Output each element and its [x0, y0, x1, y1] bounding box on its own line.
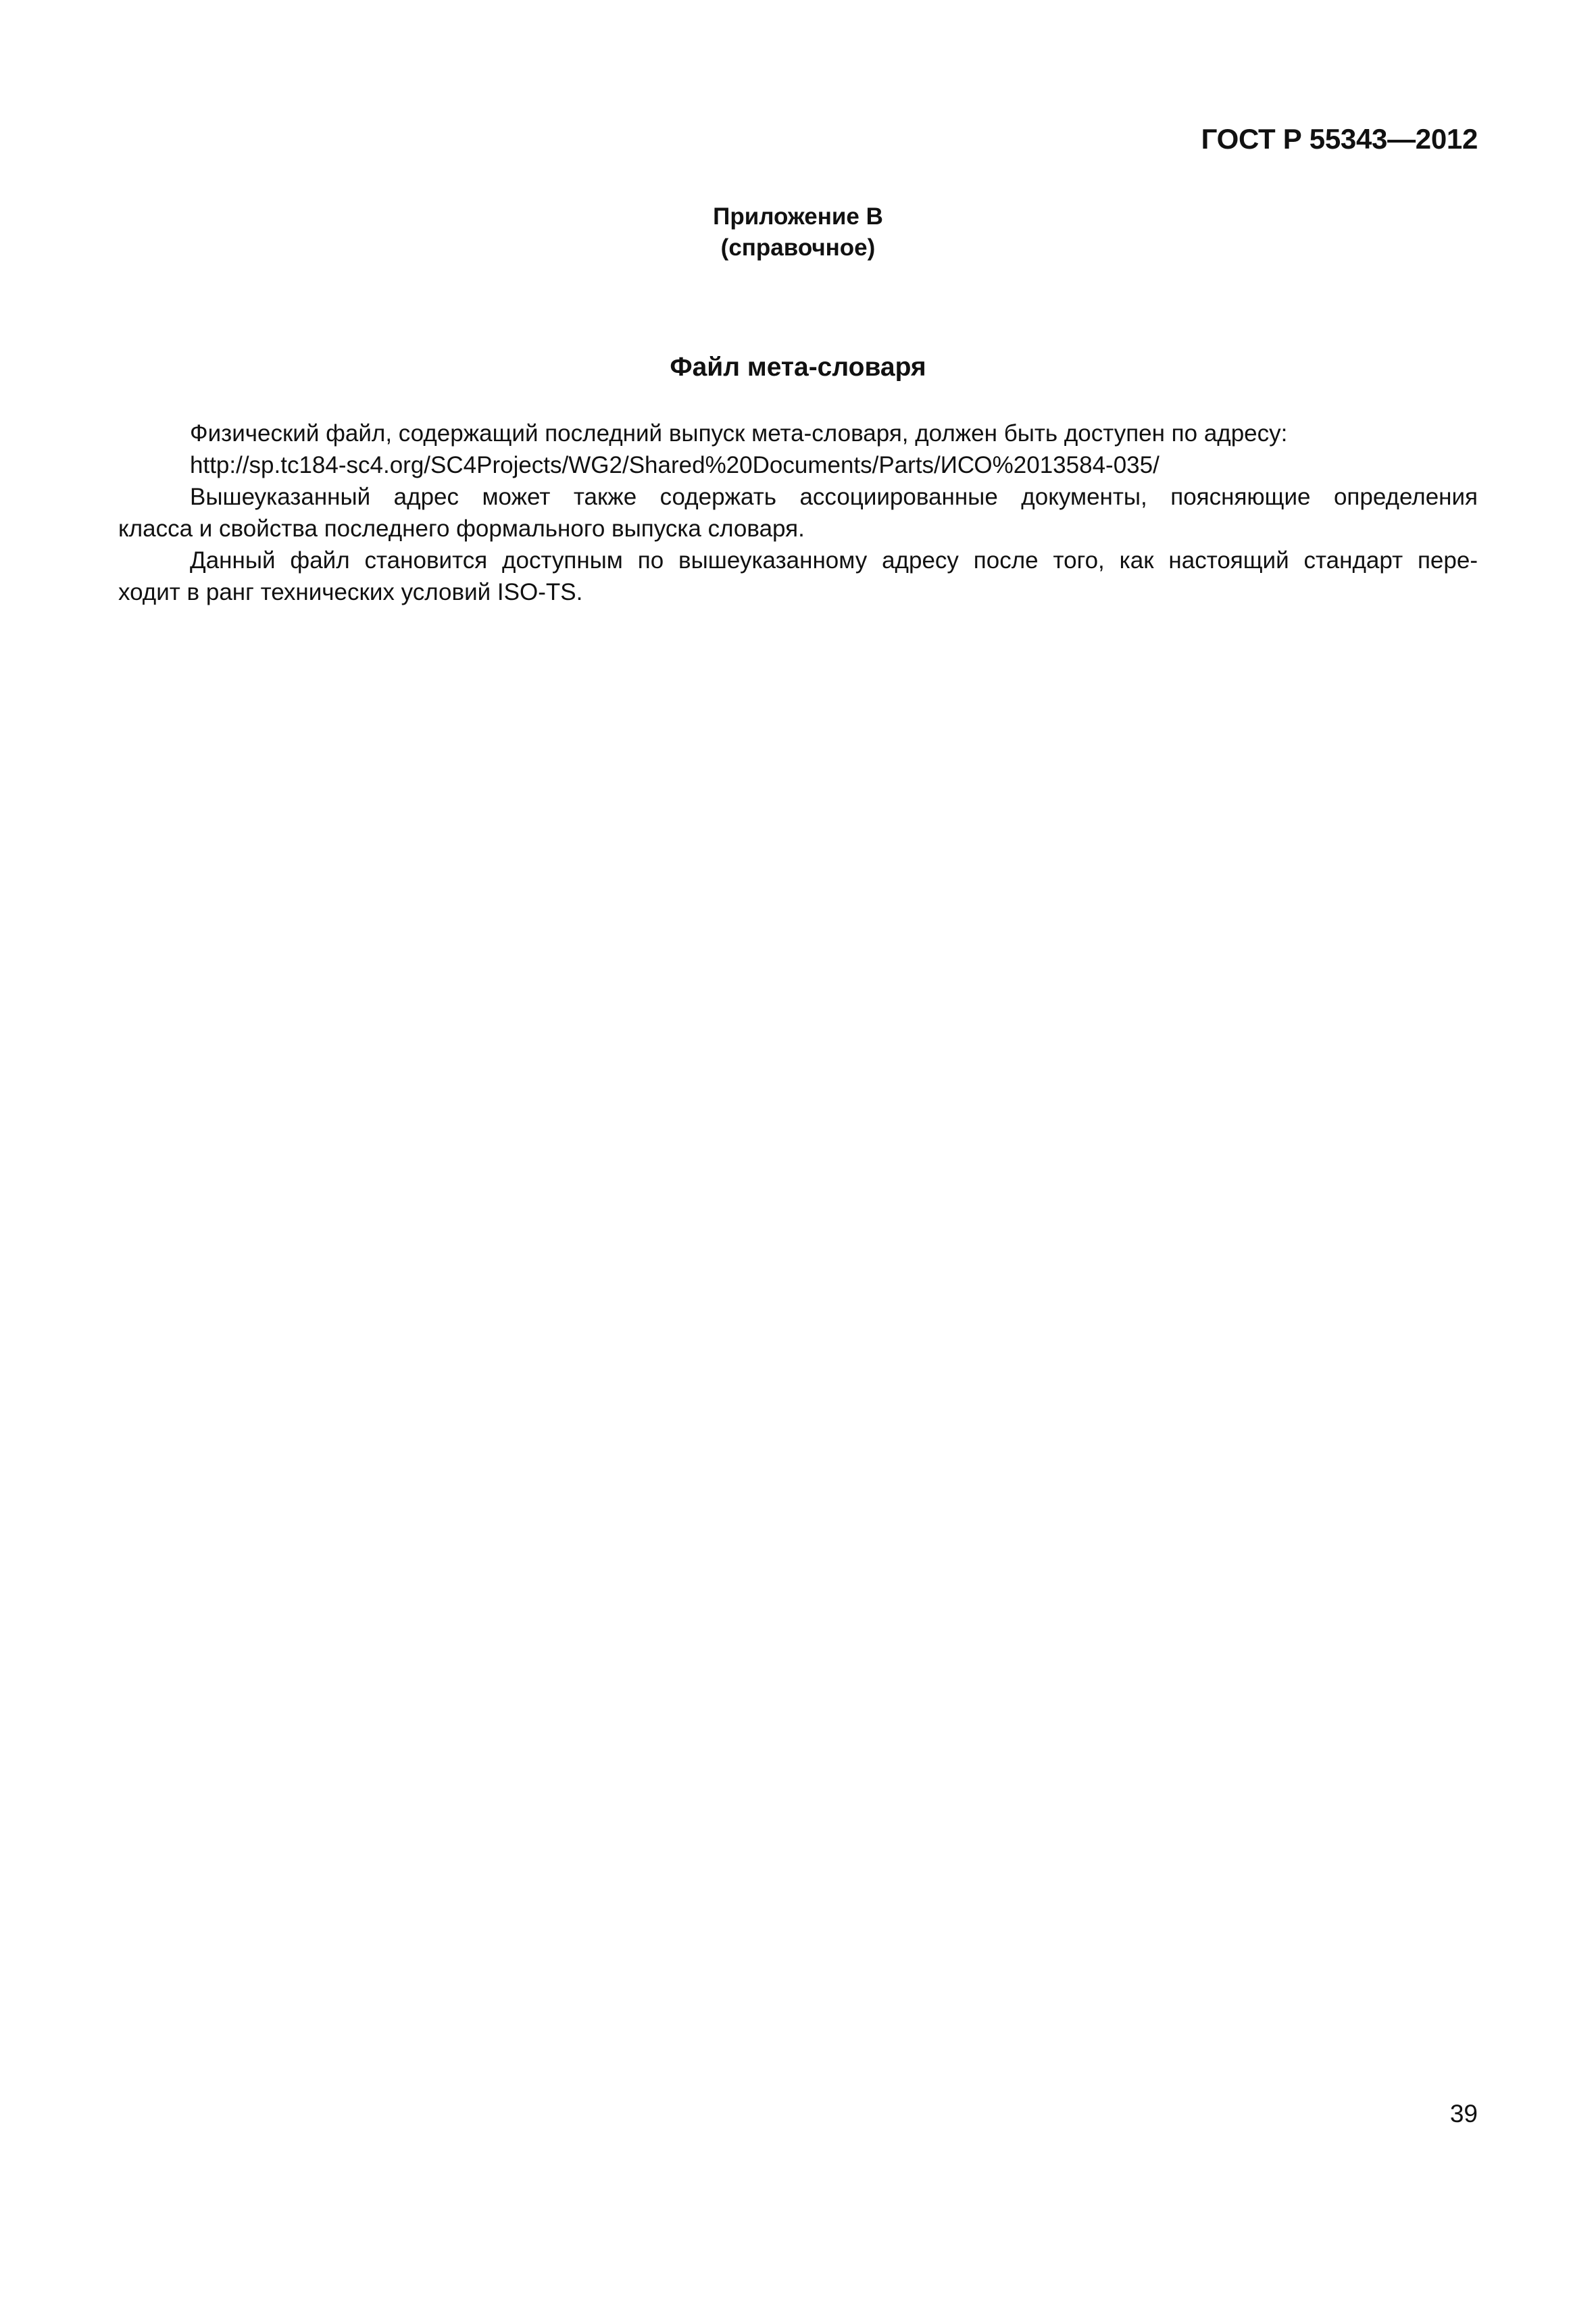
page-number: 39: [1449, 2100, 1478, 2128]
dictionary-url: http://sp.tc184-sc4.org/SC4Projects/WG2/Shared%20Documents/Parts/ИСО%2013584-035/: [190, 452, 1159, 478]
paragraph-3-line-1: Данный файл становится доступным по вышеуказанному адресу после того, как настоящий стандарт пере-: [190, 547, 1478, 574]
paragraph-2-line-2: класса и свойства последнего формального выпуска словаря.: [118, 515, 805, 542]
paragraph-1-line-1: Физический файл, содержащий последний выпуск мета-словаря, должен быть доступен по адресу:: [190, 420, 1288, 447]
paragraph-3-line-2: ходит в ранг технических условий ISO-TS.: [118, 579, 583, 605]
annex-subtitle: (справочное): [720, 234, 876, 261]
standard-code-header: ГОСТ Р 55343—2012: [1201, 123, 1478, 155]
paragraph-2-line-1: Вышеуказанный адрес может также содержать ассоциированные документы, поясняющие определения: [190, 484, 1478, 510]
section-title: Файл мета-словаря: [670, 353, 926, 382]
body-text: [118, 418, 1478, 608]
annex-heading: [0, 201, 1596, 263]
annex-title: Приложение В: [713, 203, 883, 230]
